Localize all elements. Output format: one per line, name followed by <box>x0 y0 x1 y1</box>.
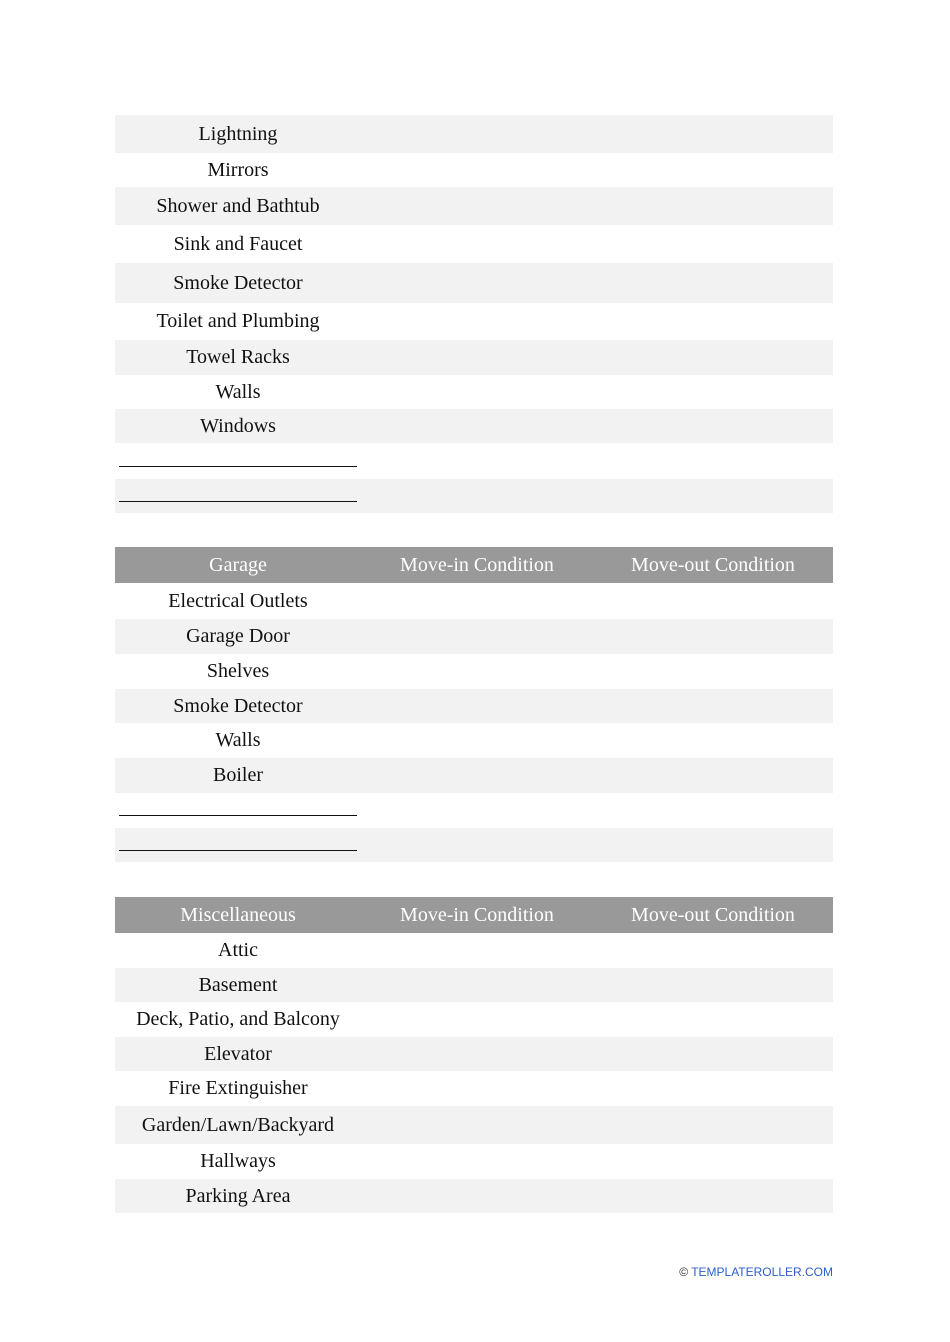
table-header <box>115 897 833 933</box>
table-row <box>115 758 833 793</box>
table-row <box>115 828 833 862</box>
table-row <box>115 654 833 689</box>
table-row <box>115 933 833 968</box>
item-label: Elevator <box>204 1042 272 1065</box>
blank-item-field[interactable] <box>115 799 361 822</box>
item-label: Mirrors <box>207 158 269 181</box>
table-row <box>115 153 833 187</box>
table-row <box>115 1071 833 1106</box>
header-room: Miscellaneous <box>180 903 296 926</box>
blank-line <box>119 815 357 816</box>
blank-item-field[interactable] <box>115 485 361 508</box>
header-move-in: Move-in Condition <box>400 553 554 576</box>
table-row <box>115 1106 833 1144</box>
item-label: Smoke Detector <box>173 694 303 717</box>
table-row <box>115 225 833 263</box>
item-label: Lightning <box>198 122 278 145</box>
table-row <box>115 1179 833 1213</box>
blank-line <box>119 850 357 851</box>
table-row <box>115 479 833 513</box>
item-label: Basement <box>198 973 278 996</box>
table-row <box>115 723 833 758</box>
header-room: Garage <box>209 553 267 576</box>
item-label: Garage Door <box>186 625 290 647</box>
table-row <box>115 1144 833 1179</box>
table-header <box>115 547 833 583</box>
item-label: Sink and Faucet <box>173 232 303 255</box>
table-row <box>115 340 833 375</box>
item-label: Towel Racks <box>186 346 290 368</box>
header-move-out: Move-out Condition <box>631 553 795 576</box>
item-label: Shower and Bathtub <box>156 194 320 217</box>
table-row <box>115 375 833 409</box>
blank-line <box>119 501 357 502</box>
item-label: Boiler <box>213 764 263 786</box>
item-label: Walls <box>215 380 261 403</box>
table-row <box>115 115 833 153</box>
item-label: Garden/Lawn/Backyard <box>141 1113 335 1136</box>
misc-table <box>115 897 833 1213</box>
copyright-symbol: © <box>679 1265 689 1279</box>
table-row <box>115 689 833 723</box>
item-label: Deck, Patio, and Balcony <box>136 1008 340 1030</box>
table-row <box>115 968 833 1002</box>
table-row <box>115 583 833 619</box>
blank-line <box>119 466 357 467</box>
table-row <box>115 409 833 443</box>
garage-table <box>115 547 833 862</box>
item-label: Attic <box>218 939 258 961</box>
table-row <box>115 1037 833 1071</box>
bathroom-table <box>115 115 833 513</box>
table-row <box>115 263 833 303</box>
header-move-in: Move-in Condition <box>400 903 554 926</box>
table-row <box>115 1002 833 1037</box>
item-label: Windows <box>200 414 276 437</box>
item-label: Shelves <box>206 660 270 682</box>
blank-item-field[interactable] <box>115 834 361 857</box>
item-label: Walls <box>215 729 261 751</box>
item-label: Smoke Detector <box>173 271 303 294</box>
item-label: Fire Extinguisher <box>168 1077 308 1099</box>
table-row <box>115 303 833 340</box>
table-row <box>115 443 833 479</box>
templateroller-link[interactable]: TEMPLATEROLLER.COM <box>691 1265 833 1279</box>
item-label: Toilet and Plumbing <box>156 310 320 332</box>
item-label: Hallways <box>200 1150 276 1172</box>
header-move-out: Move-out Condition <box>631 903 795 926</box>
table-row <box>115 619 833 654</box>
table-row <box>115 187 833 225</box>
footer-credit <box>679 1265 833 1279</box>
table-row <box>115 793 833 828</box>
item-label: Parking Area <box>185 1184 291 1207</box>
item-label: Electrical Outlets <box>168 589 308 612</box>
blank-item-field[interactable] <box>115 450 361 473</box>
